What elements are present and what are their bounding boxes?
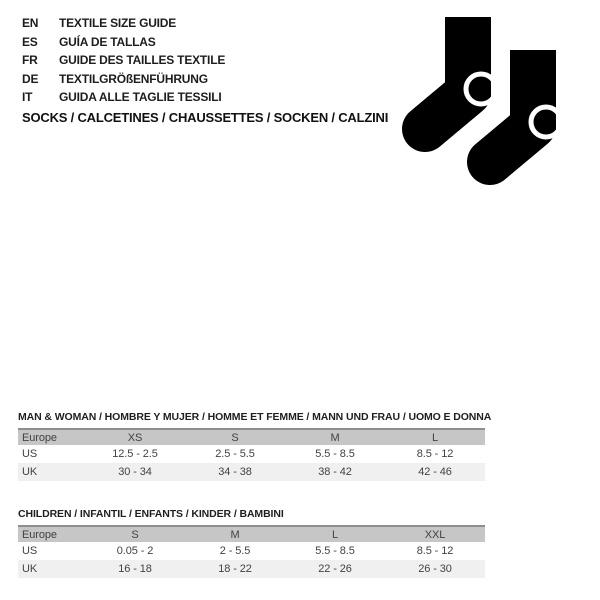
table-row-uk xyxy=(18,560,485,578)
column-header-size: L xyxy=(331,528,339,541)
size-cell: 34 - 38 xyxy=(218,466,252,478)
size-cell: 12.5 - 2.5 xyxy=(112,448,158,460)
table-header-row xyxy=(18,428,485,445)
language-code: FR xyxy=(22,53,38,68)
column-header-region: Europe xyxy=(22,528,57,541)
column-header-size: M xyxy=(330,431,340,444)
column-header-size: XXL xyxy=(424,528,446,541)
language-label: GUÍA DE TALLAS xyxy=(59,34,156,49)
row-label: UK xyxy=(22,563,38,575)
category-title: SOCKS / CALCETINES / CHAUSSETTES / SOCKEN / CALZINI xyxy=(22,110,389,125)
size-cell: 26 - 30 xyxy=(418,563,452,575)
language-row-en xyxy=(22,14,225,33)
language-guide-list xyxy=(22,14,225,107)
size-cell: 2.5 - 5.5 xyxy=(215,448,255,460)
size-cell: 5.5 - 8.5 xyxy=(315,545,355,557)
language-code: DE xyxy=(22,71,39,86)
language-code: ES xyxy=(22,34,38,49)
size-cell: 38 - 42 xyxy=(318,466,352,478)
size-cell: 30 - 34 xyxy=(118,466,152,478)
table-row-uk xyxy=(18,463,485,481)
table-title: MAN & WOMAN / HOMBRE Y MUJER / HOMME ET FEMME / MANN UND FRAU / UOMO E DONNA xyxy=(18,411,492,423)
size-cell: 8.5 - 12 xyxy=(416,545,454,557)
language-label: TEXTILGRÖßENFÜHRUNG xyxy=(59,71,208,86)
language-code: EN xyxy=(22,16,39,31)
size-table-children xyxy=(18,508,485,578)
language-label: TEXTILE SIZE GUIDE xyxy=(59,16,177,31)
language-label: GUIDA ALLE TAGLIE TESSILI xyxy=(59,90,222,105)
column-header-size: S xyxy=(231,431,239,444)
size-table-adults xyxy=(18,411,492,481)
size-cell: 18 - 22 xyxy=(218,563,252,575)
language-row-it xyxy=(22,88,225,107)
language-label: GUIDE DES TAILLES TEXTILE xyxy=(59,53,226,68)
table-row-us xyxy=(18,445,485,463)
table-header-row xyxy=(18,525,485,542)
size-cell: 2 - 5.5 xyxy=(219,545,251,557)
size-cell: 0.05 - 2 xyxy=(116,545,154,557)
row-label: UK xyxy=(22,466,38,478)
row-label: US xyxy=(22,448,38,460)
column-header-size: XS xyxy=(127,431,143,444)
column-header-size: S xyxy=(131,528,139,541)
language-row-fr xyxy=(22,51,225,70)
language-row-de xyxy=(22,70,225,89)
size-cell: 5.5 - 8.5 xyxy=(315,448,355,460)
size-cell: 42 - 46 xyxy=(418,466,452,478)
column-header-size: M xyxy=(230,528,240,541)
column-header-region: Europe xyxy=(22,431,57,444)
language-row-es xyxy=(22,33,225,52)
size-cell: 8.5 - 12 xyxy=(416,448,454,460)
column-header-size: L xyxy=(431,431,439,444)
size-cell: 22 - 26 xyxy=(318,563,352,575)
table-row-us xyxy=(18,542,485,560)
row-label: US xyxy=(22,545,38,557)
socks-icon xyxy=(400,5,570,190)
table-title: CHILDREN / INFANTIL / ENFANTS / KINDER / BAMBINI xyxy=(18,508,284,520)
size-cell: 16 - 18 xyxy=(118,563,152,575)
language-code: IT xyxy=(22,90,33,105)
